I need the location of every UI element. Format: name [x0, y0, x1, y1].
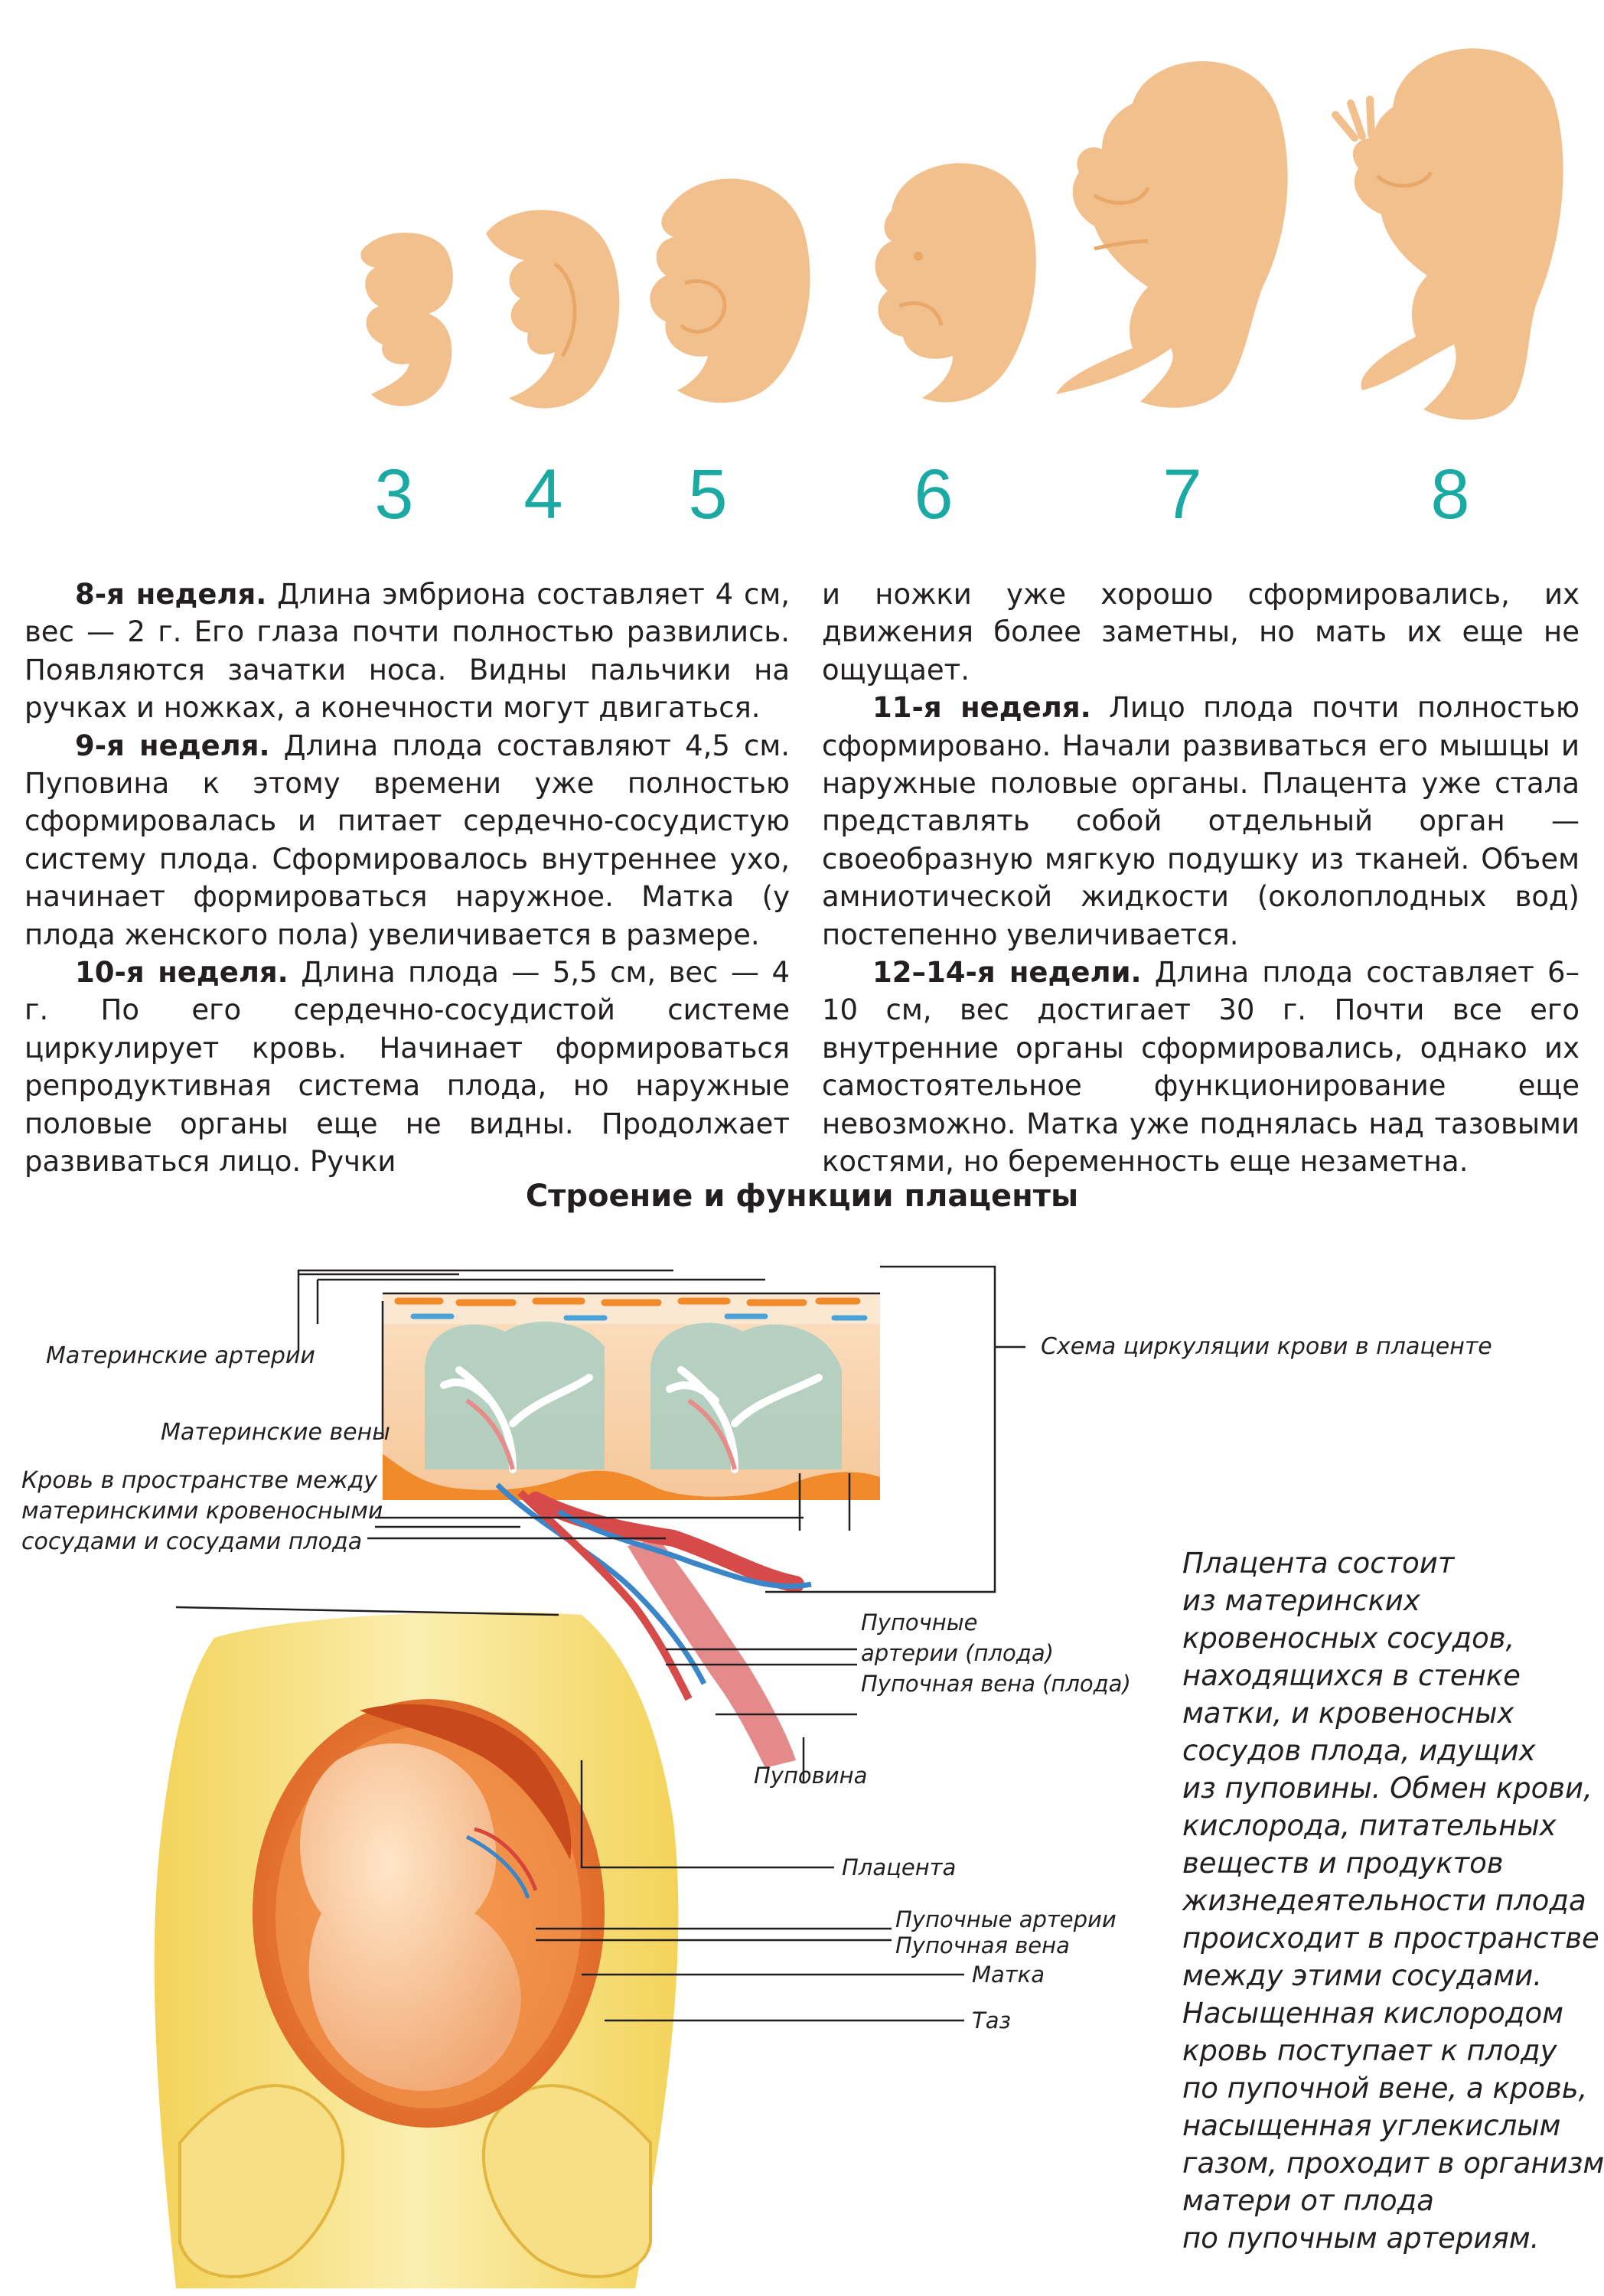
label-blood-space-line3: сосудами и сосудами плода: [21, 1528, 363, 1555]
embryo-development-row: [0, 0, 1604, 551]
week-number-6: 6: [914, 455, 954, 533]
label-umbilical-vein-fetal: Пупочная вена (плода): [861, 1671, 1131, 1697]
label-umbilical-vein: Пупочная вена: [895, 1932, 1070, 1958]
label-maternal-veins: Материнские вены: [161, 1419, 390, 1446]
embryo-week-4-image: [463, 195, 631, 417]
label-umbilical-arteries: Пупочные артерии: [895, 1906, 1117, 1932]
heading-week-8: 8-я неделя.: [75, 578, 267, 611]
week-number-4: 4: [523, 455, 563, 533]
week-number-7: 7: [1162, 455, 1202, 533]
text-week-10: Длина плода — 5,5 см, вес — 4 г. По его сердечно-сосудистой системе циркулирует кровь. Начинает формироваться репродуктивная система плода, но наружные половые органы еще не видны. Продолжает развиваться лицо. Ручки: [24, 956, 791, 1179]
note-line: происходит в пространстве: [1182, 1922, 1599, 1955]
note-line: матки, и кровеносных: [1182, 1697, 1514, 1730]
note-line: находящихся в стенке: [1182, 1659, 1521, 1692]
note-line: газом, проходит в организм: [1182, 2147, 1604, 2180]
placenta-description: [1182, 1544, 1604, 2257]
note-line: кислорода, питательных: [1182, 1809, 1557, 1842]
note-line: жизнедеятельности плода: [1182, 1884, 1586, 1917]
note-line: Плацента состоит: [1182, 1547, 1455, 1580]
note-line: веществ и продуктов: [1182, 1847, 1504, 1880]
note-line: кровеносных сосудов,: [1182, 1622, 1515, 1655]
paragraph-week-12-14: [822, 954, 1580, 1180]
label-circulation-scheme: Схема циркуляции крови в плаценте: [1041, 1333, 1492, 1360]
note-line: сосудов плода, идущих: [1182, 1734, 1536, 1767]
placenta-section-title: Строение и функции плаценты: [525, 1179, 1079, 1214]
paragraph-week-9: [24, 727, 790, 954]
paragraph-week-10: [24, 954, 790, 1180]
note-line: Насыщенная кислородом: [1182, 1997, 1564, 2030]
label-umbilical-arteries-fetal-line1: Пупочные: [861, 1609, 978, 1636]
note-line: насыщенная углекислым: [1182, 2109, 1561, 2142]
embryo-week-7-image: [1048, 42, 1301, 425]
heading-week-11: 11-я неделя.: [872, 691, 1091, 725]
note-line: между этими сосудами.: [1182, 1959, 1543, 1992]
label-umbilical-arteries-fetal-line2: артерии (плода): [861, 1640, 1054, 1666]
label-blood-space-line1: Кровь в пространстве между: [21, 1467, 378, 1494]
article-left-column: [24, 576, 790, 1181]
paragraph-week-10-continued: и ножки уже хорошо сформировались, их движения более заметны, но мать их еще не ощущает.: [822, 578, 1580, 687]
label-blood-space-line2: материнскими кровеносными: [21, 1498, 383, 1525]
heading-week-9: 9-я неделя.: [75, 729, 270, 762]
note-line: по пупочным артериям.: [1182, 2222, 1540, 2255]
paragraph-week-8: [24, 576, 790, 727]
label-umbilical-cord: Пуповина: [754, 1763, 868, 1789]
note-line: из материнских: [1182, 1584, 1420, 1617]
week-number-3: 3: [374, 455, 414, 533]
text-week-8: Длина эмбриона составляет 4 см, вес — 2 г. Его глаза почти полностью развились. Появляются зачатки носа. Видны пальчики на ручках и ножках, а конечности могут двигаться.: [24, 578, 790, 725]
embryo-week-6-image: [846, 142, 1045, 417]
label-maternal-arteries: Материнские артерии: [46, 1342, 315, 1369]
note-line: кровь поступает к плоду: [1182, 2034, 1557, 2067]
text-week-11: Лицо плода почти полностью сформировано. Начали развиваться его мышцы и наружные половые органы. Плацента уже стала представлять собой отдельный орган — своеобразную мягкую подушку из тканей. Объем амниотической жидкости (околоплодных вод) постепенно увеличивается.: [822, 691, 1580, 951]
article-right-column: [822, 576, 1580, 1181]
note-line: из пуповины. Обмен крови,: [1182, 1772, 1593, 1805]
heading-week-12-14: 12–14-я недели.: [872, 956, 1142, 990]
paragraph-week-11: [822, 689, 1580, 954]
text-week-12-14: Длина плода составляет 6–10 см, вес достигает 30 г. Почти все его внутренние органы сформировались, однако их самостоятельное функционирование еще невозможно. Матка уже поднялась над тазовыми костями, но беременность еще незаметна.: [822, 956, 1580, 1179]
embryo-week-8-image: [1332, 23, 1576, 429]
week-number-5: 5: [688, 455, 728, 533]
label-uterus: Матка: [972, 1962, 1045, 1988]
label-pelvis: Таз: [972, 2007, 1011, 2033]
text-week-9: Длина плода составляют 4,5 см. Пуповина к этому времени уже полностью сформировалась и питает сердечно-сосудистую систему плода. Сформировалось внутреннее ухо, начинает формироваться наружное. Матка (у плода женского пола) увеличивается в размере.: [24, 729, 790, 951]
label-placenta: Плацента: [842, 1854, 957, 1880]
week-number-8: 8: [1430, 455, 1470, 533]
heading-week-10: 10-я неделя.: [75, 956, 289, 990]
note-line: по пупочной вене, а кровь,: [1182, 2072, 1588, 2105]
embryo-week-5-image: [631, 161, 823, 413]
embryo-week-3-image: [337, 222, 467, 421]
note-line: матери от плода: [1182, 2184, 1434, 2217]
